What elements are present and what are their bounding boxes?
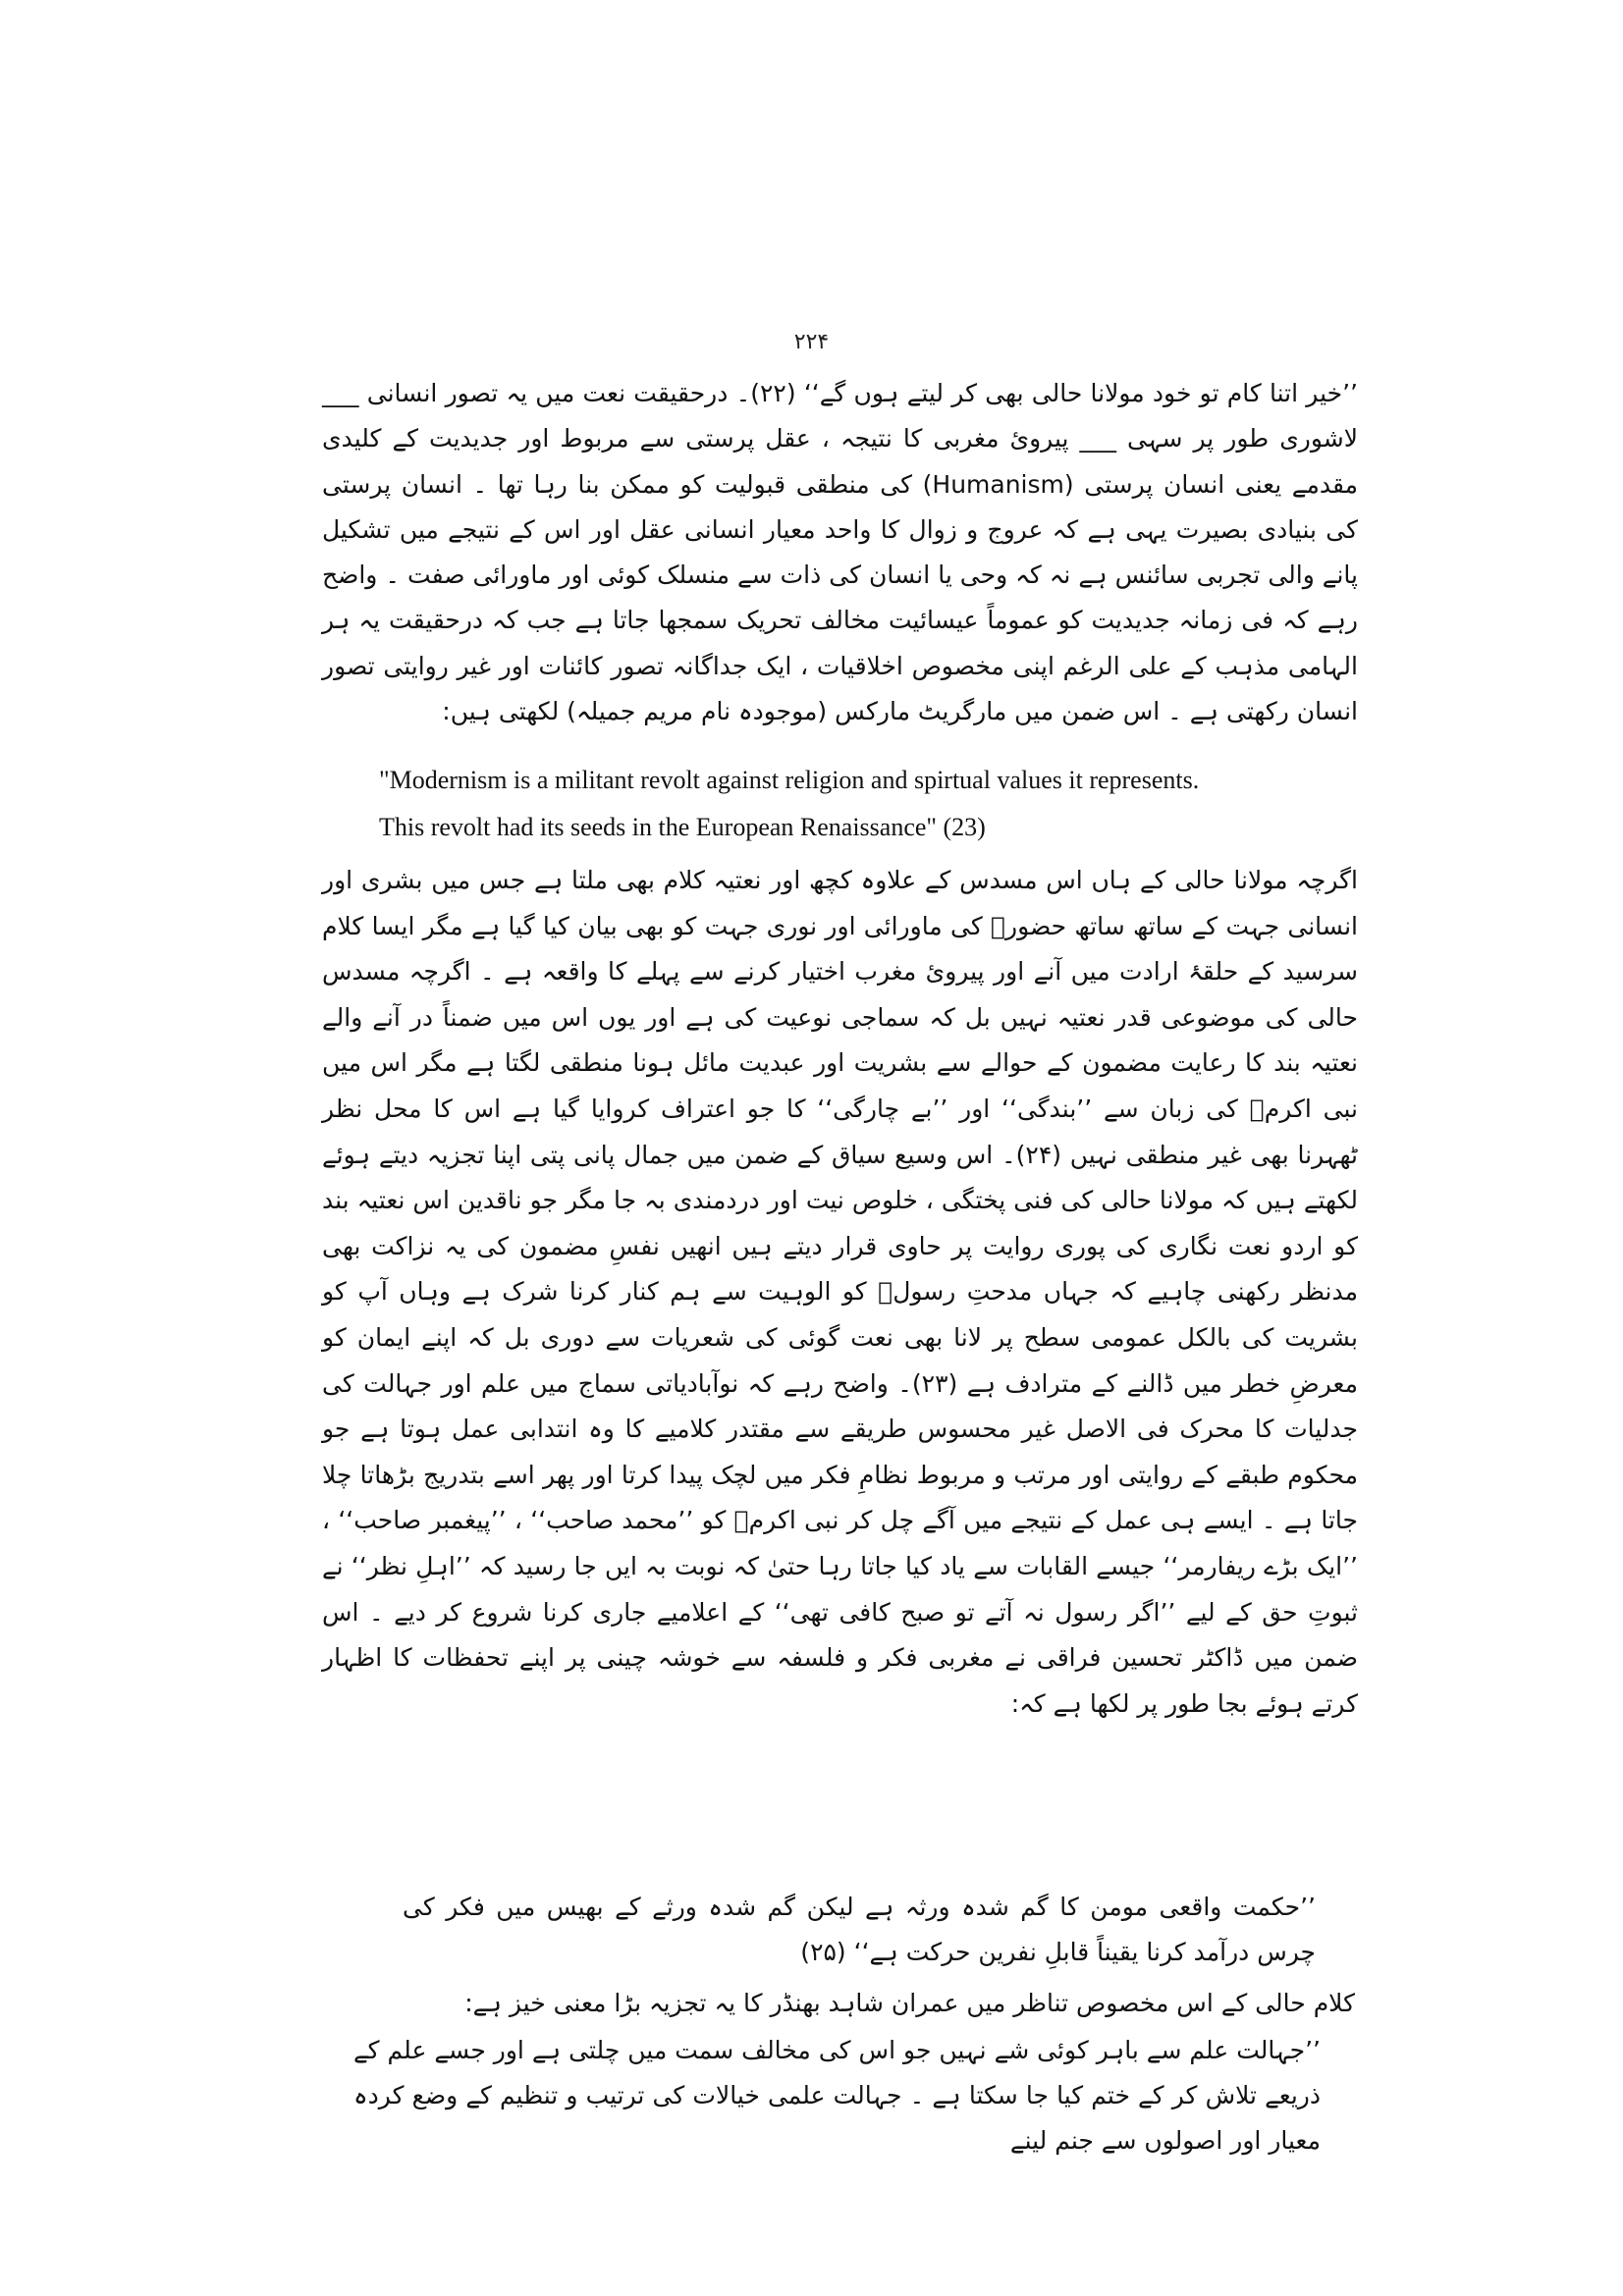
page-number: ۲۲۴: [793, 330, 830, 354]
block-quote-bhandar: ’’جہالت علم سے باہر کوئی شے نہیں جو اس کی مخالف سمت میں چلتی ہے اور جسے علم کے ذریعے تلاش کر کے ختم کیا جا سکتا ہے ۔ جہالت علمی خیالات کی ترتیب و تنظیم کے وضع کردہ معیار اور اصولوں سے جنم لینے: [353, 2036, 1321, 2155]
block-quote-firaqi: ’’حکمت واقعی مومن کا گم شدہ ورثہ ہے لیکن گم شدہ ورثے کے بھیس میں فکر کی چرس درآمد کرنا یقیناً قابلِ نفرین حرکت ہے‘‘ (۲۵): [403, 1893, 1316, 1966]
english-quote-line-2: This revolt had its seeds in the European Renaissance" (23): [379, 813, 986, 841]
paragraph-humanism: ’’خیر اتنا کام تو خود مولانا حالی بھی کر لیتے ہوں گے‘‘ (۲۲)۔ درحقیقت نعت میں یہ تصور انسانی ___ لاشوری طور پر سہی ___ پیرویٔ مغربی کا نتیجہ ، عقل پرستی سے مربوط اور جدیدیت کے کلیدی مقدمے یعنی انسان پرستی (Humanism) کی منطقی قبولیت کو ممکن بنا رہا تھا ۔ انسان پرستی کی بنیادی بصیرت یہی ہے کہ عروج و زوال کا واحد معیار انسانی عقل اور اس کے نتیجے میں تشکیل پانے والی تجربی سائنس ہے نہ کہ وحی یا انسان کی ذات سے منسلک کوئی اور ماورائی صفت ۔ واضح رہے کہ فی زمانہ جدیدیت کو عموماً عیسائیت مخالف تحریک سمجھا جاتا ہے جب کہ درحقیقت یہ ہر الہامی مذہب کے علی الرغم اپنی مخصوص اخلاقیات ، ایک جداگانہ تصور کائنات اور غیر روایتی تصور انسان رکھتی ہے ۔ اس ضمن میں مارگریٹ مارکس (موجودہ نام مریم جمیلہ) لکھتی ہیں:: [322, 379, 1359, 726]
english-quote-line-1: "Modernism is a militant revolt against religion and spirtual values it represents.: [379, 766, 1200, 794]
intro-bhandar-analysis: کلام حالی کے اس مخصوص تناظر میں عمران شاہد بھنڈر کا یہ تجزیہ بڑا معنی خیز ہے:: [464, 1989, 1355, 2017]
paragraph-hali-naat: اگرچہ مولانا حالی کے ہاں اس مسدس کے علاوہ کچھ اور نعتیہ کلام بھی ملتا ہے جس میں بشری اور انسانی جہت کے ساتھ ساتھ حضورؐ کی ماورائی اور نوری جہت کو بھی بیان کیا گیا ہے مگر ایسا کلام سرسید کے حلقۂ ارادت میں آنے اور پیرویٔ مغرب اختیار کرنے سے پہلے کا واقعہ ہے ۔ اگرچہ مسدس حالی کی موضوعی قدر نعتیہ نہیں بل کہ سماجی نوعیت کی ہے اور یوں اس میں ضمناً در آنے والے نعتیہ بند کا رعایت مضمون کے حوالے سے بشریت اور عبدیت مائل ہونا منطقی لگتا ہے مگر اس میں نبی اکرمؐ کی زبان سے ’’بندگی‘‘ اور ’’بے چارگی‘‘ کا جو اعتراف کروایا گیا ہے اس کا محل نظر ٹھہرنا بھی غیر منطقی نہیں (۲۴)۔ اس وسیع سیاق کے ضمن میں جمال پانی پتی اپنا تجزیہ دیتے ہوئے لکھتے ہیں کہ مولانا حالی کی فنی پختگی ، خلوص نیت اور دردمندی بہ جا مگر جو ناقدین اس نعتیہ بند کو اردو نعت نگاری کی پوری روایت پر حاوی قرار دیتے ہیں انھیں نفسِ مضمون کی یہ نزاکت بھی مدنظر رکھنی چاہیے کہ جہاں مدحتِ رسولؐ کو الوہیت سے ہم کنار کرنا شرک ہے وہاں آپ کو بشریت کی بالکل عمومی سطح پر لانا بھی نعت گوئی کی شعریات سے دوری بل کہ اپنے ایمان کو معرضِ خطر میں ڈالنے کے مترادف ہے (۲۳)۔ واضح رہے کہ نوآبادیاتی سماج میں علم اور جہالت کی جدلیات کا محرک فی الاصل غیر محسوس طریقے سے مقتدر کلامیے کا وہ انتدابی عمل ہوتا ہے جو محکوم طبقے کے روایتی اور مرتب و مربوط نظامِ فکر میں لچک پیدا کرتا اور پھر اسے بتدریج بڑھاتا چلا جاتا ہے ۔ ایسے ہی عمل کے نتیجے میں آگے چل کر نبی اکرمؐ کو ’’محمد صاحب‘‘ ، ’’پیغمبر صاحب‘‘ ، ’’ایک بڑے ریفارمر‘‘ جیسے القابات سے یاد کیا جاتا رہا حتیٰ کہ نوبت بہ ایں جا رسید کہ ’’اہلِ نظر‘‘ نے ثبوتِ حق کے لیے ’’اگر رسول نہ آتے تو صبح کافی تھی‘‘ کے اعلامیے جاری کرنا شروع کر دیے ۔ اس ضمن میں ڈاکٹر تحسین فراقی نے مغربی فکر و فلسفہ سے خوشہ چینی پر اپنے تحفظات کا اظہار کرتے ہوئے بجا طور پر لکھا ہے کہ:: [322, 866, 1359, 1718]
